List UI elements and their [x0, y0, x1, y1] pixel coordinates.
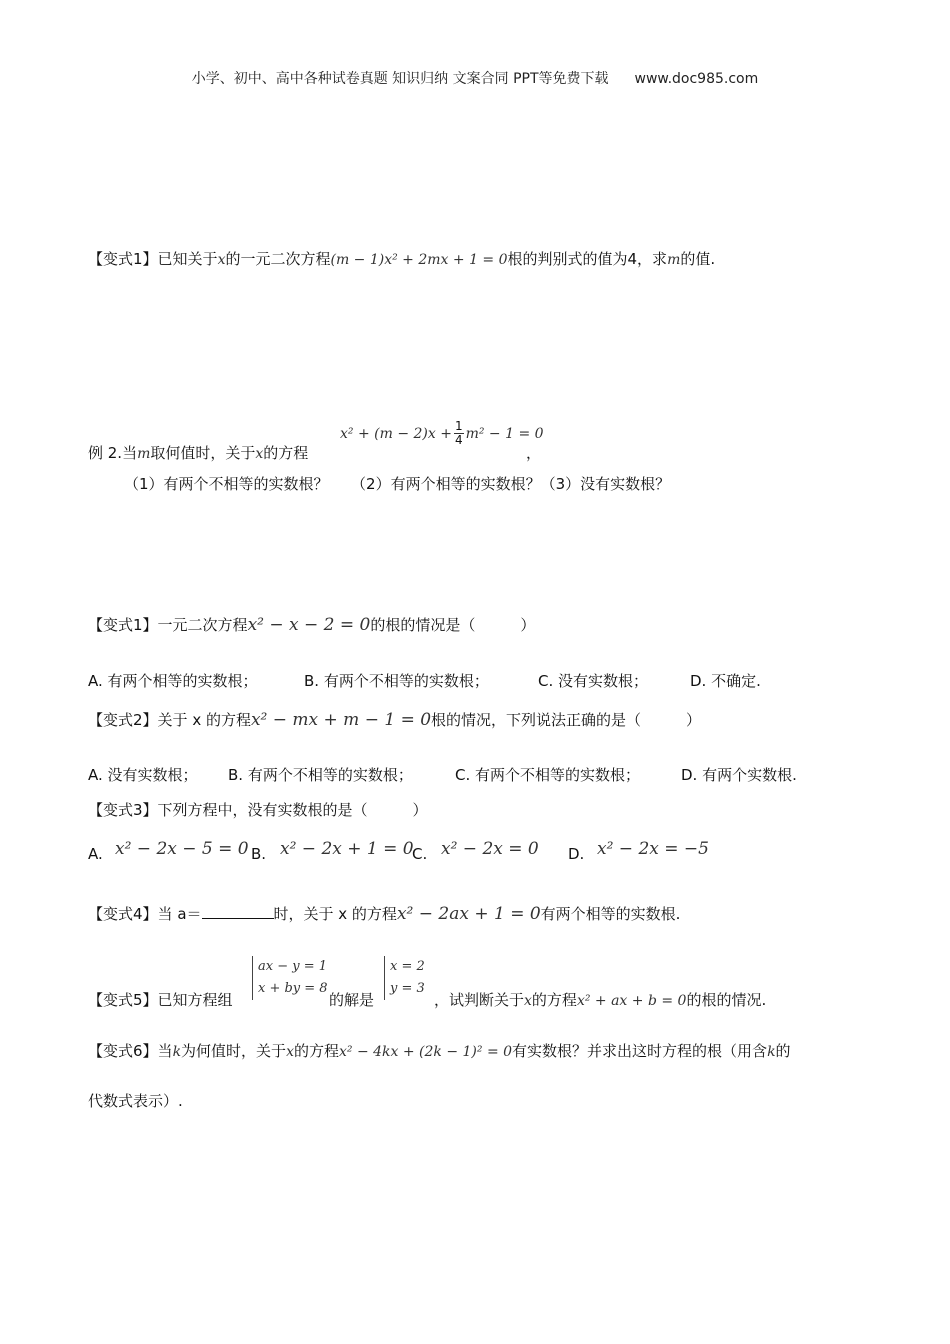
question-tag: 【变式2】: [88, 711, 158, 729]
question-bianshi-4: [88, 902, 680, 925]
variable: m: [137, 446, 151, 462]
option-a: A. 没有实数根；: [88, 766, 198, 784]
text: 根的情况，下列说法正确的是（ ）: [431, 711, 702, 729]
equation: x² − mx + m − 1 = 0: [250, 710, 432, 730]
equation: x² − 2ax + 1 = 0: [396, 904, 541, 924]
equation: x² − 2x = 0: [441, 839, 539, 859]
option-b-equation: [280, 838, 414, 860]
variable: x: [255, 446, 264, 462]
question-tag: 【变式1】: [88, 616, 158, 634]
option-b: B. 有两个不相等的实数根；: [304, 672, 489, 690]
equation: x² − 4kx + (2k − 1)² = 0: [338, 1044, 513, 1060]
equation-system-1: [252, 956, 328, 1000]
text: 时，关于 x 的方程: [273, 905, 397, 923]
question-bianshi-3: [88, 799, 428, 821]
system-equation: ax − y = 1: [258, 959, 328, 974]
question-bianshi-6-line1: [88, 1040, 791, 1063]
text: 的一元二次方程: [225, 250, 331, 268]
option-label: B.: [251, 845, 267, 863]
question-tag: 【变式5】: [88, 991, 158, 1009]
question-tag: 【变式3】: [88, 801, 158, 819]
option-b: [251, 843, 266, 865]
option-c-equation: [441, 838, 539, 860]
text: 的方程: [263, 444, 309, 462]
question-bianshi-5-part1: [88, 989, 233, 1011]
question-tag: 【变式6】: [88, 1042, 158, 1060]
option-label: D.: [568, 845, 585, 863]
text: 当 a＝: [157, 905, 202, 923]
question-tag: 【变式1】: [88, 250, 158, 268]
text: 下列方程中，没有实数根的是（ ）: [157, 801, 428, 819]
variable: x: [286, 1044, 294, 1060]
text: 的: [775, 1042, 791, 1060]
text: 为何值时，关于: [181, 1042, 287, 1060]
equation-right: m² − 1 = 0: [465, 426, 544, 442]
option-label: A.: [88, 845, 103, 863]
option-d: D. 不确定.: [690, 672, 761, 690]
equation: (m − 1)x² + 2mx + 1 = 0: [330, 252, 508, 268]
text: 的根的情况.: [686, 991, 767, 1009]
text: 有实数根？并求出这时方程的根（用含: [512, 1042, 768, 1060]
fraction: [454, 420, 464, 447]
example-2-equation: [340, 420, 544, 447]
page-header: [0, 68, 950, 90]
system-equation: x = 2: [390, 959, 425, 974]
example-2-subquestions: （1）有两个不相等的实数根？ （2）有两个相等的实数根？（3）没有实数根？: [124, 475, 671, 493]
question-bianshi-5-part3: [434, 989, 766, 1012]
text: 根的判别式的值为4，求: [507, 250, 668, 268]
text: 一元二次方程: [157, 616, 248, 634]
option-a-equation: [115, 838, 249, 860]
option-label: C.: [412, 845, 428, 863]
system-equation: x + by = 8: [258, 981, 328, 996]
equation-left: x² + (m − 2)x +: [340, 426, 452, 442]
equation: x² − 2x + 1 = 0: [280, 839, 414, 859]
text: 关于 x 的方程: [157, 711, 251, 729]
equation-system-2: [384, 956, 425, 1000]
text: 的值.: [680, 250, 716, 268]
fraction-denominator: 4: [454, 433, 463, 447]
equation: x² + ax + b = 0: [576, 993, 687, 1009]
question-bianshi-6-line2: 代数式表示）.: [88, 1092, 183, 1110]
text: 的根的情况是（ ）: [370, 616, 536, 634]
option-c: [412, 843, 427, 865]
variable: k: [767, 1044, 776, 1060]
variable: x: [524, 993, 532, 1009]
question-bianshi-5-part2: 的解是: [329, 991, 375, 1009]
option-d: D. 有两个实数根.: [681, 766, 797, 784]
variable: k: [172, 1044, 182, 1060]
fraction-numerator: 1: [454, 419, 463, 433]
system-equation: y = 3: [390, 981, 425, 996]
text: 已知关于: [157, 250, 218, 268]
answer-blank[interactable]: [202, 902, 274, 919]
example-2-comma: ，: [526, 444, 542, 462]
equation: x² − 2x − 5 = 0: [115, 839, 249, 859]
text: 当: [157, 1042, 173, 1060]
question-tag: 【变式4】: [88, 905, 158, 923]
variable: m: [667, 252, 681, 268]
option-a: [88, 843, 103, 865]
question-bianshi-1-roots: [88, 614, 535, 636]
example-2-prompt: [88, 442, 308, 465]
text: 有两个相等的实数根.: [540, 905, 681, 923]
question-bianshi-2: [88, 709, 701, 731]
text: ，试判断关于: [434, 991, 525, 1009]
option-d-equation: [597, 838, 709, 860]
option-a: A. 有两个相等的实数根；: [88, 672, 258, 690]
text: 已知方程组: [157, 991, 233, 1009]
text: 的方程: [293, 1042, 339, 1060]
equation: x² − 2x = −5: [597, 839, 709, 859]
text: 取何值时，关于: [150, 444, 256, 462]
text: 例 2.当: [88, 444, 138, 462]
option-b: B. 有两个不相等的实数根；: [228, 766, 413, 784]
header-site: www.doc985.com: [634, 71, 759, 87]
variable: x: [217, 252, 226, 268]
equation: x² − x − 2 = 0: [247, 615, 371, 635]
option-c: C. 有两个不相等的实数根；: [455, 766, 641, 784]
option-d: [568, 843, 584, 865]
question-bianshi-1-discriminant: [88, 248, 715, 271]
text: 的方程: [531, 991, 577, 1009]
header-text: 小学、初中、高中各种试卷真题 知识归纳 文案合同 PPT等免费下载: [191, 71, 609, 87]
option-c: C. 没有实数根；: [538, 672, 649, 690]
